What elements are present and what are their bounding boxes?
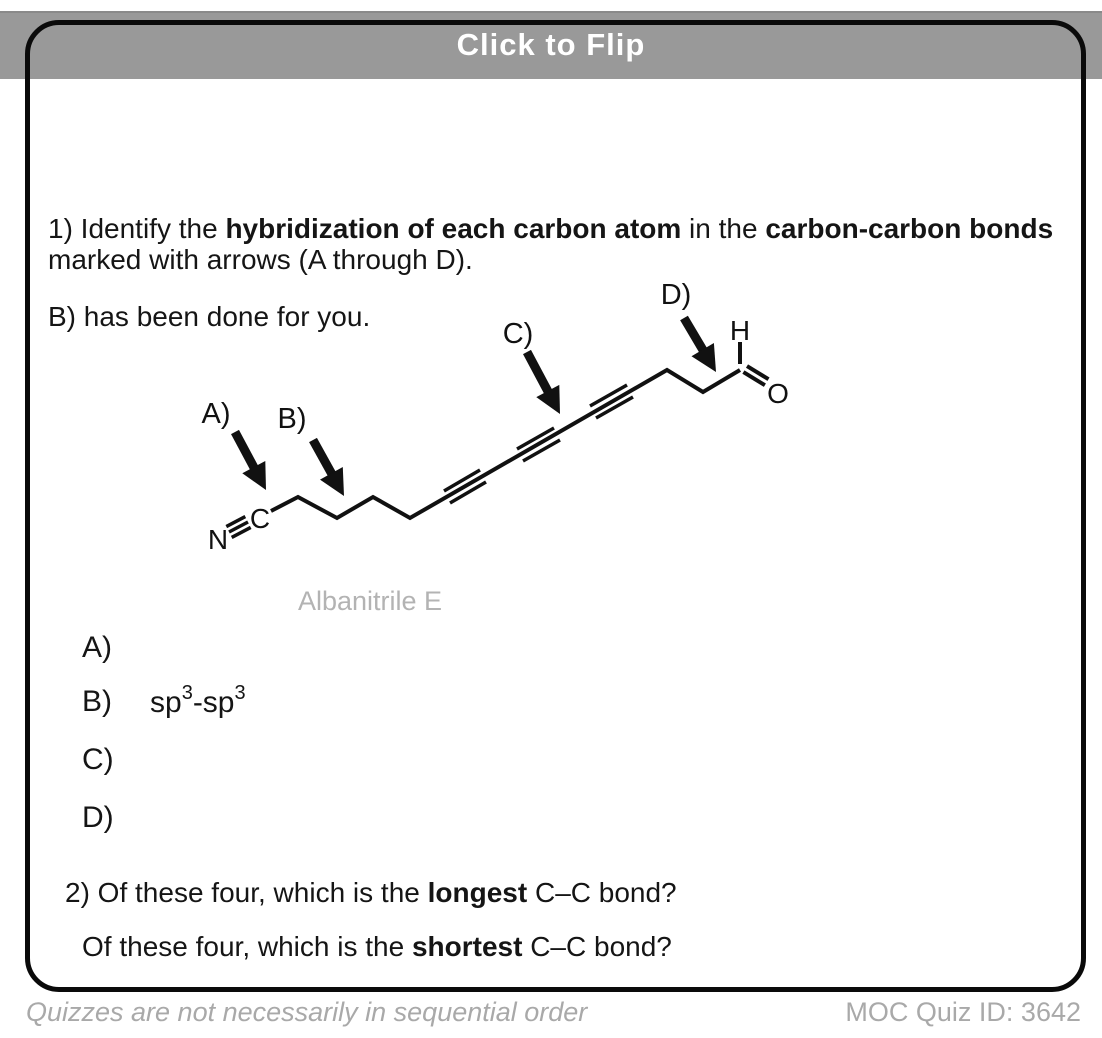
oxygen-atom-label: O	[767, 378, 789, 409]
question-2-text: C–C bond?	[527, 877, 677, 908]
answer-label-a: A)	[82, 631, 112, 664]
question-1-text: in the	[681, 213, 766, 244]
question-1-line-1	[48, 213, 1053, 244]
arrow-b-label: B)	[277, 403, 307, 435]
answer-b-superscript: 3	[234, 682, 246, 704]
arrow-a-label: A)	[201, 398, 231, 430]
answer-b-superscript: 3	[181, 682, 193, 704]
carbonyl-double-bond	[743, 366, 768, 385]
answer-label-d: D)	[82, 801, 114, 834]
question-2-text: C–C bond?	[522, 931, 672, 962]
arrow-b	[313, 440, 344, 496]
footer-quiz-id: MOC Quiz ID: 3642	[845, 997, 1081, 1027]
question-2-bold-longest: longest	[427, 877, 528, 908]
question-2-text: Of these four, which is the	[82, 931, 412, 962]
nitrile-triple-bond	[226, 517, 250, 538]
hydrogen-atom-label: H	[729, 315, 751, 346]
question-1-bold-hybridization: hybridization of each carbon atom	[225, 213, 682, 244]
question-2-bold-shortest: shortest	[411, 931, 523, 962]
answer-label-b: B)	[82, 685, 112, 718]
molecule-structure-drawing	[185, 272, 815, 582]
answer-label-c: C)	[82, 743, 114, 776]
answer-b-sp: sp	[150, 686, 182, 719]
nitrogen-atom-label: N	[207, 524, 229, 555]
footer-disclaimer: Quizzes are not necessarily in sequential order	[26, 997, 588, 1027]
flip-banner-title: Click to Flip	[456, 27, 646, 62]
question-1-note: B) has been done for you.	[48, 301, 371, 332]
arrow-c-label: C)	[502, 318, 534, 350]
question-1-line-2: marked with arrows (A through D).	[48, 244, 473, 275]
carbon-chain-bonds	[271, 370, 740, 518]
answer-value-b	[150, 684, 246, 720]
carbon-atom-label: C	[249, 503, 271, 534]
arrow-a	[235, 432, 266, 490]
question-2-text: 2) Of these four, which is the	[65, 877, 428, 908]
arrow-d	[684, 318, 716, 372]
molecule-name-caption: Albanitrile E	[297, 586, 443, 616]
question-2-line-2	[82, 931, 672, 962]
arrow-d-label: D)	[660, 279, 692, 311]
question-1-bold-bonds: carbon-carbon bonds	[765, 213, 1054, 244]
answer-b-sp: -sp	[192, 686, 235, 719]
question-2-line-1	[65, 877, 677, 908]
arrow-c	[527, 352, 560, 414]
question-1-text: 1) Identify the	[48, 213, 226, 244]
